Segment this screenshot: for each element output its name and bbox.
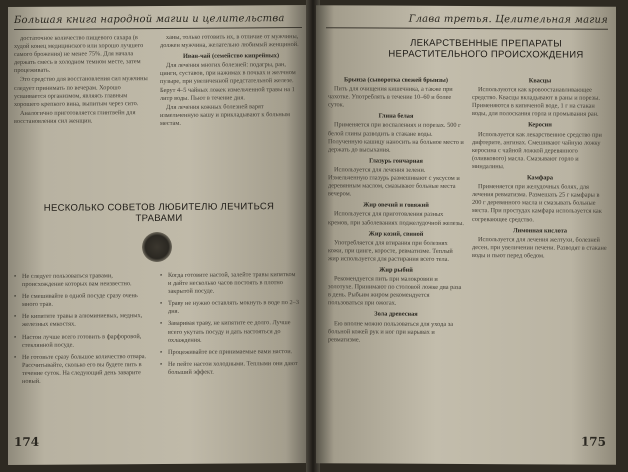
right-column-top-text xyxy=(160,33,302,184)
list-item: • Не готовьте сразу большое количество отвара. Рассчитывайте, сколько его вы будете пить в течение суток. На следующий день заварите новый. xyxy=(14,353,152,386)
right-page xyxy=(316,5,616,465)
ornament-icon xyxy=(142,232,172,262)
paragraph: Применяется при воспалениях и порезах. 500 г белой глины разводить в стакане воды. Полученную кашицу наносить на больное место и держать до высыхания. xyxy=(328,121,464,154)
section-title-remedies: ЛЕКАРСТВЕННЫЕ ПРЕПАРАТЫ НЕРАСТИТЕЛЬНОГО ПРОИСХОЖДЕНИЯ xyxy=(388,37,584,61)
tips-list-right xyxy=(160,271,300,381)
paragraph: Используются как кровоостанавливающее средство. Квасцы вкладывают в раны и порезы. Применяются в кипяченой воде, 1 г на стакан воды, для полоскания горла и промывания ран. xyxy=(472,86,600,119)
paragraph: Аналогично приготовляется глинтвейн для восстановления сил женщин. xyxy=(14,109,136,125)
list-item: • Не следует пользоваться травами, происхождение которых вам неизвестно. xyxy=(14,272,152,289)
page-number-left: 174 xyxy=(14,434,40,450)
paragraph: Ею вполне можно пользоваться для ухода за больной кожей рук и ног при нарывах и ревматизме. xyxy=(328,319,453,344)
header-rule-left xyxy=(14,27,302,30)
left-column-top-text xyxy=(14,34,152,185)
subheading: Лимонная кислота xyxy=(512,226,568,235)
paragraph: Рекомендуется пить при малокровии и золотухе. Принимают по столовой ложке два раза в день. Рыбьим жиром рекомендуется пользоваться при ожогах. xyxy=(328,275,462,307)
remedies-column-right xyxy=(472,74,608,425)
paragraph: Используется для лечения зелени. Измельченную глазурь размешивают с уксусом и деревянным маслом, смазывают больные места вечером. xyxy=(328,166,460,198)
list-item: • Не смешивайте в одной посуде сразу очень много трав. xyxy=(14,292,152,309)
paragraph: Это средство для восстановления сил мужчины следует принимать по вечерам. Хорошо усваивается организмом, являясь главным хорошего крепкого вина, выпитым через сито. xyxy=(14,75,148,108)
left-page xyxy=(8,5,310,465)
running-head-left: Большая книга народной магии и целительства xyxy=(14,13,285,27)
subheading: Зола древесная xyxy=(374,310,418,319)
paragraph: Применяется при желудочных болях, для лечения ревматизма. Размешать 25 г камфары в 200 г деревянного масла и смазывать больные места. При простудах камфара используется как согревающее средство. xyxy=(472,183,602,223)
list-item: • Настои лучше всего готовить в фарфоровой, стеклянной посуде. xyxy=(14,333,152,350)
list-item: • Заваривая траву, не кипятите ее долго. Лучше всего укутать посуду и дать настояться до охлаждения. xyxy=(160,319,300,344)
header-rule-right xyxy=(326,27,608,29)
list-item: • Не пейте настои холодными. Теплыми они дают больший эффект. xyxy=(160,360,300,377)
paragraph: Используется для приготовления разных кремов, при заболеваниях поджелудочной железы. xyxy=(328,210,464,227)
remedies-column-left xyxy=(328,73,464,424)
subheading: Глина белая xyxy=(378,112,414,121)
subheading: Квасцы xyxy=(528,77,552,85)
paragraph: Используется как лекарственное средство при дифтерите, ангинах. Смешивают чайную ложку керосина с чайной ложкой деревянного (оливкового) масла. Смазывают горло и миндалины. xyxy=(472,130,602,171)
subheading: Брынза (сыворотка свежей брынзы) xyxy=(344,76,448,84)
section-title-herbs: НЕСКОЛЬКО СОВЕТОВ ЛЮБИТЕЛЮ ЛЕЧИТЬСЯ ТРАВАМИ xyxy=(43,201,275,225)
running-head-right: Глава третья. Целительная магия xyxy=(408,13,608,26)
page-number-right: 175 xyxy=(580,434,606,449)
tips-list-left xyxy=(14,272,152,390)
subheading: Глазурь гончарная xyxy=(369,157,423,165)
list-item: • Не кипятите травы в алюминиевых, медных, железных емкостях. xyxy=(14,312,152,329)
paragraph: Для лечения кожных болезней варят измельченную кашу и прикладывают к больным местам. xyxy=(160,103,290,127)
subheading: Жир рыбий xyxy=(379,266,413,274)
list-item: • Процеживайте все принимаемые вами настои. xyxy=(160,348,300,357)
paragraph: Для лечения многих болезней: подагры, ран, цинги, суставов, при нажимах в почках и желчном пузыре, при увеличенной предстательной железе. Берут 4–5 чайных ложек измельченной травы на 1 литр воды. Пьют в течение дня. xyxy=(160,61,296,102)
paragraph: Пить для очищения кишечника, а также при чахотке. Употреблять в течение 10–60 и более суток. xyxy=(328,85,453,109)
paragraph: ханы, только готовить их, в отличие от мужчины, должен мужчина, желательно любимый женщиной. xyxy=(160,33,299,50)
list-item: • Когда готовите настой, залейте травы кипятком и дайте несколько часов постоять в плотно закрытой посуде. xyxy=(160,271,300,296)
subheading: Жир козий, свиной xyxy=(368,230,424,238)
paragraph: Используется для лечения желтухи, болезней десен, при увеличении печени. Разводят в стакане воды и пьют перед обедом. xyxy=(472,235,607,260)
paragraph: Употребляется для втирания при болезнях кожи, при цинге, коросте, ревматизме. Теплый жир используется для растирания всего тела. xyxy=(328,238,453,263)
subheading: Камфара xyxy=(526,174,554,182)
subheading: Иван-чай (семейство кипрейных) xyxy=(182,52,280,61)
list-item: • Траву не нужно оставлять мокнуть в воде по 2–3 дня. xyxy=(160,299,300,316)
subheading: Жир овечий и говяжий xyxy=(363,201,429,210)
paragraph: достаточное количество пищевого сахара (в худой конец медицинского или хорошо лучшего самого брожения) не менее 75%. Для начала держать смесь в холодном темном месте, затем процеживать. xyxy=(14,34,144,75)
subheading: Керосин xyxy=(528,121,552,129)
